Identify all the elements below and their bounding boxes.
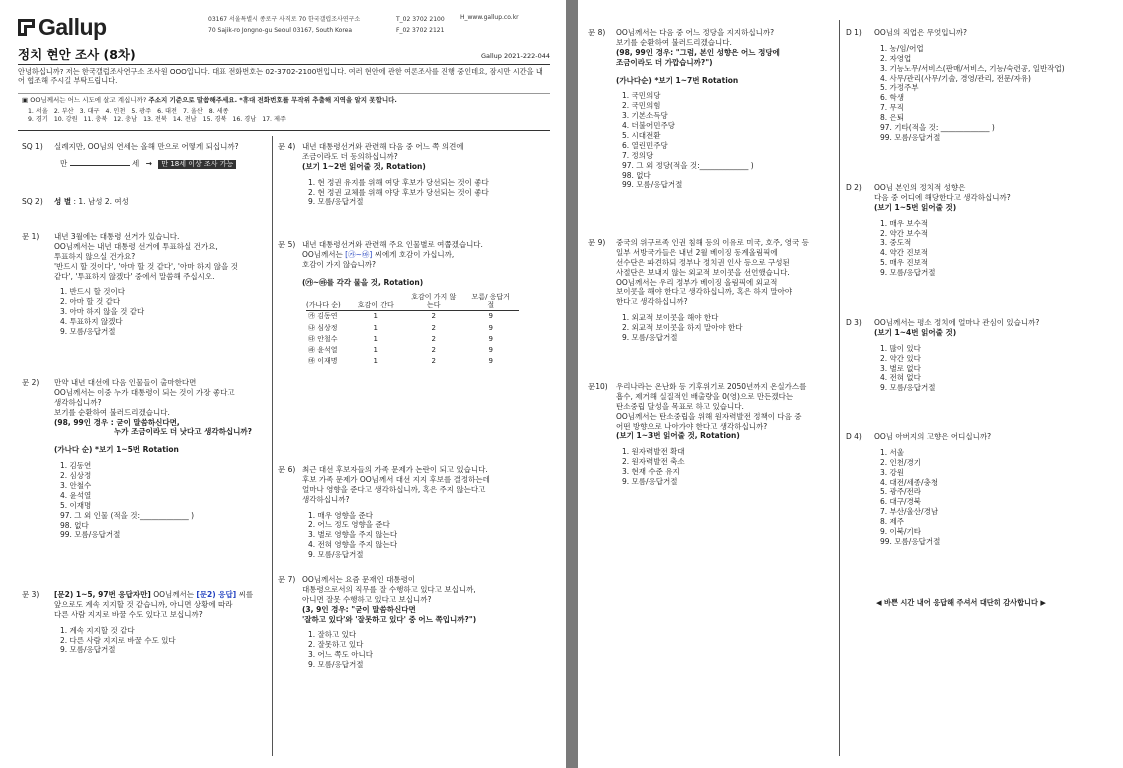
question-text-line: 보이콧을 해야 한다고 생각하십니까, 혹은 하지 말아야 [616,287,793,297]
table-header: 모름/ 응답거절 [463,292,519,311]
question-text-line: 우리나라는 온난화 등 기후위기로 2050년까지 온실가스를 [616,382,807,391]
region-option[interactable]: 15. 경북 [202,115,227,123]
question-text: OO님께서는 평소 정치에 얼마나 관심이 있습니까? [874,318,1040,327]
region-option[interactable]: 1. 서울 [28,107,48,115]
answer-option[interactable]: 7. 부산/울산/경남 [880,507,939,517]
probe-line-1: (3, 9인 경우: "굳이 말씀하신다면 [302,604,416,614]
response-code[interactable]: 9 [488,334,493,343]
question-number: 문10) [588,382,608,391]
answer-option[interactable]: 98. 없다 [60,520,89,530]
question-number: SQ 2) [22,197,43,206]
answer-option[interactable]: 1. 현 정권 유지를 위해 여당 후보가 당선되는 것이 좋다 [308,177,489,187]
question-text-line: 중국의 위구르족 인권 침해 등의 이유로 미국, 호주, 영국 등 [616,238,809,247]
question-text-line: 내년 대통령선거와 관련해 다음 중 어느 쪽 의견에 [302,142,464,151]
region-option[interactable]: 6. 대전 [157,107,177,115]
probe-line-1: (98, 99인 경우: "그럼, 본인 성향은 어느 정당에 [616,47,780,57]
question-text [302,465,546,505]
contact-numbers [396,14,445,37]
answer-option[interactable]: 2. 외교적 보이콧을 하지 말아야 한다 [622,323,743,333]
eligibility-box: 만 18세 이상 조사 가능 [158,160,236,169]
answer-option[interactable]: 1. 많이 있다 [880,343,921,353]
region-option[interactable]: 5. 광주 [131,107,152,115]
response-code[interactable]: 1 [373,334,378,343]
answer-option[interactable]: 5. 광주/전라 [880,487,922,497]
answer-option[interactable]: 3. 기본소득당 [622,111,668,121]
answer-option[interactable]: 2. 약간 보수적 [880,228,929,238]
question-number: 문 3) [22,590,40,599]
question-text-line: 생각하십니까? [54,397,102,407]
answer-option[interactable]: 2. 국민의힘 [622,101,661,111]
answer-option[interactable]: 4. 윤석열 [60,490,92,500]
answer-option[interactable]: 5. 이재명 [60,500,92,510]
answer-option[interactable]: 7. 정의당 [622,150,654,160]
gender-options: 1. 남성 2. 여성 [78,197,129,206]
filter-note: [문2) 1~5, 97번 응답자만] [54,590,151,599]
question-text-a: OO님께서는 [150,590,197,599]
question-text-line: 투표하지 않으실 건가요? [54,251,136,261]
answer-option[interactable]: 9. 모름/응답거절 [880,383,936,393]
address [208,14,360,37]
answer-options [880,344,1118,393]
answer-option[interactable]: 9. 모름/응답거절 [622,477,678,487]
candidate-name: ㉲ 이재명 [308,357,338,366]
answer-options [308,178,546,208]
questionnaire-page-1: Gallup 03167 서울특별시 종로구 사직로 70 한국갤럽조사연구소 70 Sajik-ro Jongno-gu Seoul 03167, South Korea T_02 3702 2100 F_02 3702 2121 H_www.gallup.co.kr 정치 현안 조사 (8차) Gallup 2021-222-044 안녕하십니까? 저는 한국갤럽조사연구소 조사원 OOO입니다. 대표 전화번호는 02-3702-2100번입니다. 여러 현안에 관한 여론조사를 진행 중인데요, 잠시만 시간을 내어 협조해 주시길 부탁드립니다. ▣ OO님께서는 어느 시도에 살고 계십니까? 주소지 기준으로 말씀해주세요. *휴대 전화번호를 무작위 추출해 지역을 알지 못합니다. 1. 서울 2. 부산 3. 대구 4. 인천 5. 광주 6. 대전 7. 울산 8. 세종 9. 경기 10. 강원 11. 충북 12. 충남 13. 전북 14. 전남 15. 경북 16. 경남 17. 제주 SQ 1) 실례지만, OO님의 연세는 올해 만으로 어떻게 되십니까? 만 세 → 만 18세 이상 조사 가능 SQ 2) 성 별 : 1. 남성 2. 여성 문 1) 내년 3월에는 대통령 선거가 있습니다. OO님께서는 내년 대통령 선거에 투표하실 건가요, 투표하지 않으실 건가요? '반드시 할 것이다', '아마 할 것 같다', '아마 하지 않을 것 같다', '투표하지 않겠다' 중에서 말씀해 주십시오. 1. 반드시 할 것이다 2. 아마 할 것 같다 3. 아마 하지 않을 것 같다 4. 투표하지 않겠다 9. 모름/응답거절 문 2) 만약 내년 대선에 다음 인물들이 출마한다면 OO님께서는 이중 누가 대통령이 되는 것이 가장 좋다고 생각하십니까? 보기를 순환하여 불러드리겠습니다. (98, 99인 경우 : 굳이 말씀하신다면, 누가 조금이라도 더 낫다고 생각하십니까? (가나다 순) *보기 1~5번 Rotation 1. 김동연 2. 심상정 3. 안철수 4. 윤석열 5. 이재명 97. 그 외 인물 (적을 것:_____________ ) 98. 없다 99. 모름/응답거절 문 3) [문2) 1~5, 97번 응답자만] OO님께서는 [문2) 응답] 씨를 앞으로도 계속 지지할 것 같습니까, 아니면 상황에 따라 다른 사람 지지로 바꿀 수도 있다고 보십니까? 1. 계속 지지할 것 같다 2. 다른 사람 지지로 바꿀 수도 있다 9. 모름/응답거절 문 4) 내년 대통령선거와 관련해 다음 중 어느 쪽 의견에 조금이라도 더 동의하십니까? (보기 1~2번 읽어줄 것, Rotation) 1. 현 정권 유지를 위해 여당 후보가 당선되는 것이 좋다 2. 현 정권 교체를 위해 야당 후보가 당선되는 것이 좋다 9. 모름/응답거절 문 5) 내년 대통령선거와 관련해 주요 인물별로 여쭙겠습니다. OO님께서는 [㉮~㉲] 씨에게 호감이 가십니까, 호감이 가지 않습니까? (㉮~㉲를 각각 물을 것, Rotation) (가나다 순) 호감이 간다 호감이 가지 않는다 모름/ 응답거절 ㉮ 김동연 1 2 9 ㉯ 심상정 1 2 9 ㉰ 안철수 1 2 9 ㉱ 윤석열 1 2 9 ㉲ 이재명 1 2 9 문 6) 최근 대선 후보자들의 가족 문제가 논란이 되고 있습니다. 후보 가족 문제가 OO님께서 대선 지지 후보를 결정하는데 얼마나 영향을 준다고 생각하십니까, 혹은 주지 않는다고 생각하십니까? 1. 매우 영향을 준다 2. 어느 정도 영향을 준다 3. 별로 영향을 주지 않는다 4. 전혀 영향을 주지 않는다 9. 모름/응답거절 문 7) OO님께서는 요즘 문재인 대통령이 대통령으로서의 직무를 잘 수행하고 있다고 보십니까, 아니면 잘못 수행하고 있다고 보십니까? (3, 9인 경우: "굳이 말씀하신다면 '잘하고 있다'와 '잘못하고 있다' 중 어느 쪽입니까?") 1. 잘하고 있다 2. 잘못하고 있다 3. 어느 쪽도 아니다 9. 모름/응답거절 [0,0,566,768]
question-text-line: 아니면 잘못 수행하고 있다고 보십니까? [302,594,432,604]
question-text-line: 일부 서방국가들은 내년 2월 베이징 동계올림픽에 [616,247,778,257]
answer-option[interactable]: 97. 기타(적을 것: _____________ ) [880,123,995,133]
question-text: 실례지만, OO님의 연세는 올해 만으로 어떻게 되십니까? [54,142,239,151]
intro-text: 안녕하십니까? 저는 한국갤럽조사연구소 조사원 OOO입니다. 대표 전화번호는 02-3702-2100번입니다. 여러 현안에 관한 여론조사를 진행 중인데요, 잠시만 시간을 내어 협조해 주시길 부탁드립니다. [18,67,543,85]
candidate-name: ㉰ 안철수 [308,334,338,343]
answer-option[interactable]: 1. 외교적 보이콧을 해야 한다 [622,313,719,323]
answer-option[interactable]: 9. 모름/응답거절 [622,333,678,343]
question-text-line: OO님께서는 요즘 문재인 대통령이 [302,575,416,584]
answer-options [60,626,276,656]
answer-option[interactable]: 9. 모름/응답거절 [60,327,116,337]
column-divider [839,20,840,756]
rotation-note: (가나다 순) *보기 1~5번 Rotation [54,445,179,455]
question-text [54,600,276,620]
question-text [54,232,272,281]
question-text-line: OO님께서는 내년 대통령 선거에 투표하실 건가요, [54,241,218,251]
question-number: 문 2) [22,378,40,387]
probe-line-2: 조금이라도 더 가깝습니까?") [616,57,713,67]
answer-option[interactable]: 2. 잘못하고 있다 [308,640,364,650]
answer-option[interactable]: 6. 대구/경북 [880,497,922,507]
answer-option[interactable]: 9. 모름/응답거절 [308,197,364,207]
instruction: (㉮~㉲를 각각 물을 것, Rotation) [302,277,424,287]
region-options [28,108,546,125]
question-text: OO님의 직업은 무엇입니까? [874,28,968,37]
gallup-logo [18,12,107,42]
question-number: 문 5) [278,240,296,249]
answer-options [60,461,272,540]
region-option[interactable]: 4. 인천 [105,107,126,115]
answer-option[interactable]: 5. 가정주부 [880,83,919,93]
table-row [306,311,519,323]
question-text-line: 한다고 생각하십니까? [616,297,688,307]
region-row [28,108,546,116]
region-option[interactable]: 11. 충북 [83,115,108,123]
age-prefix: 만 [60,158,68,168]
question-text-line: 앞으로도 계속 지지할 것 같습니까, 아니면 상황에 따라 [54,599,233,609]
letterhead [18,8,550,44]
question-text-line: 다른 사람 지지로 바꿀 수도 있다고 보십니까? [54,609,203,619]
answer-option[interactable]: 1. 원자력발전 확대 [622,447,685,457]
question-number: 문 8) [588,28,606,37]
question-text-line: 탄소중립 달성을 목표로 하고 있습니다. [616,401,744,411]
question-text-line: 최근 대선 후보자들의 가족 문제가 논란이 되고 있습니다. [302,465,488,474]
question-number: 문 6) [278,465,296,474]
answer-option[interactable]: 6. 학생 [880,93,905,103]
piped-candidate: [㉮~㉲] [345,249,373,259]
response-code[interactable]: 2 [431,334,436,343]
answer-option[interactable]: 5. 매우 진보적 [880,258,929,268]
question-text-line-2b: 씨에게 호감이 가십니까, [372,249,455,259]
question-number: 문 9) [588,238,606,247]
question-text [874,183,1118,203]
region-option[interactable]: 3. 대구 [79,107,100,115]
question-text-line-3: 호감이 가지 않습니까? [302,259,376,269]
answer-option[interactable]: 9. 모름/응답거절 [308,660,364,670]
response-code[interactable]: 9 [488,312,493,321]
table-row [306,334,519,345]
favorability-table [306,292,519,368]
question-text-line: 얼마나 영향을 준다고 생각하십니까, 혹은 주지 않는다고 [302,484,486,494]
answer-option[interactable]: 5. 시대전환 [622,131,661,141]
region-option[interactable]: 10. 강원 [53,115,78,123]
question-number: SQ 1) [22,142,43,151]
table-row [306,356,519,367]
question-text-line: 내년 3월에는 대통령 선거가 있습니다. [54,232,180,241]
table-header: 호감이 가지 않는다 [405,292,463,311]
answer-option[interactable]: 1. 농/임/어업 [880,43,924,53]
response-code[interactable]: 2 [431,346,436,355]
address-korean: 03167 서울특별시 종로구 사직로 70 한국갤럽조사연구소 [208,16,361,23]
answer-option[interactable]: 2. 원자력발전 축소 [622,457,685,467]
age-suffix: 세 [132,158,140,168]
answer-option[interactable]: 4. 더불어민주당 [622,121,676,131]
answer-options [622,313,838,343]
answer-option[interactable]: 3. 강원 [880,467,905,477]
question-text-line: 같다', '투표하지 않겠다' 중에서 말씀해 주십시오. [54,271,215,281]
question-text: OO님 아버지의 고향은 어디십니까? [874,432,992,441]
question-number: D 4) [846,432,862,441]
answer-option[interactable]: 1. 매우 영향을 준다 [308,510,374,520]
answer-option[interactable]: 4. 약간 진보적 [880,248,929,258]
response-code[interactable]: 9 [488,323,493,332]
question-text [616,382,838,431]
rotation-note: (가나다순) *보기 1~7번 Rotation [616,75,739,85]
response-code[interactable]: 1 [373,357,378,366]
response-code[interactable]: 2 [431,357,436,366]
question-number: 문 4) [278,142,296,151]
response-code[interactable]: 2 [431,312,436,321]
region-option[interactable]: 7. 울산 [182,107,203,115]
answer-option[interactable]: 6. 열린민주당 [622,140,668,150]
instruction: (보기 1~2번 읽어줄 것, Rotation) [302,161,426,171]
answer-option[interactable]: 4. 전혀 영향을 주지 않는다 [308,540,398,550]
region-option[interactable]: 14. 전남 [172,115,197,123]
region-option[interactable]: 8. 세종 [208,107,229,115]
answer-option[interactable]: 3. 아마 하지 않을 것 같다 [60,307,145,317]
region-option[interactable]: 12. 충남 [113,115,138,123]
answer-option[interactable]: 1. 계속 지지할 것 같다 [60,625,135,635]
instruction: (보기 1~4번 읽어줄 것) [874,327,957,337]
question-text-line: 다음 중 어디에 해당한다고 생각하십니까? [874,192,1011,202]
question-number: 문 7) [278,575,296,584]
age-input-line [70,165,130,166]
answer-options [880,219,1118,278]
question-text [616,238,838,307]
answer-options [880,44,1118,143]
answer-options [60,287,272,336]
survey-code: Gallup 2021-222-044 [481,52,550,60]
answer-option[interactable]: 4. 투표하지 않겠다 [60,317,123,327]
candidate-name: ㉱ 윤석열 [308,346,338,355]
response-code[interactable]: 1 [373,312,378,321]
question-text-line: 흡수, 제거해 실질적인 배출량을 0(영)으로 만든겠다는 [616,391,794,401]
table-row [306,323,519,334]
answer-option[interactable]: 3. 어느 쪽도 아니다 [308,650,374,660]
instruction: (보기 1~3번 읽어줄 것, Rotation) [616,431,740,441]
answer-option[interactable]: 2. 다른 사람 지지로 바꿀 수도 있다 [60,635,176,645]
question-text-line: 어떤 방향으로 나아가야 한다고 생각하십니까? [616,421,768,431]
fax: F_02 3702 2121 [396,27,445,35]
region-option[interactable]: 9. 경기 [28,115,48,123]
answer-option[interactable]: 3. 중도적 [880,238,912,248]
answer-option[interactable]: 99. 모름/응답거절 [60,530,121,540]
question-text-line: 생각하십니까? [302,494,350,504]
question-text-line-1: 내년 대통령선거와 관련해 주요 인물별로 여쭙겠습니다. [302,240,483,249]
answer-option[interactable]: 1. 서울 [880,447,905,457]
piped-answer: [문2) 응답] [196,590,237,599]
question-text-line: 대통령으로서의 직무를 잘 수행하고 있다고 보십니까, [302,584,476,594]
arrow-icon: → [145,158,152,168]
probe-line-2: 누가 조금이라도 더 낫다고 생각하십니까? [114,427,252,437]
question-text-line: 조금이라도 더 동의하십니까? [302,151,398,161]
table-row [306,345,519,356]
answer-option[interactable]: 1. 국민의당 [622,91,661,101]
answer-option[interactable]: 9. 모름/응답거절 [308,550,364,560]
candidate-name: ㉯ 심상정 [308,323,338,332]
response-code[interactable]: 1 [373,346,378,355]
table-header: 호감이 간다 [347,292,405,311]
answer-options [622,447,838,487]
logo-text: Gallup [38,14,107,40]
question-text-line: 선수단은 파견하되 정부나 정치권 인사 등으로 구성된 [616,257,790,267]
answer-option[interactable]: 99. 모름/응답거절 [880,132,941,142]
candidate-name: ㉮ 김동연 [308,312,338,321]
address-english: 70 Sajik-ro Jongno-gu Seoul 03167, South Korea [208,27,353,35]
answer-option[interactable]: 1. 반드시 할 것이다 [60,287,126,297]
response-code[interactable]: 1 [373,323,378,332]
question-number: 문 1) [22,232,40,241]
gallup-logo-icon [18,19,35,36]
answer-option[interactable]: 97. 그 외 정당(적을 것:_____________ ) [622,160,754,170]
response-code[interactable]: 9 [488,346,493,355]
gender-label: 성 별 [54,197,72,206]
answer-option[interactable]: 8. 제주 [880,517,905,527]
answer-option[interactable]: 1. 김동연 [60,461,92,471]
answer-option[interactable]: 3. 안철수 [60,481,92,491]
question-text-line: OO님 본인의 정치적 성향은 [874,183,966,192]
page-title: 정치 현안 조사 (8차) [18,47,136,62]
question-text-line: OO님께서는 이중 누가 대통령이 되는 것이 가장 좋다고 [54,387,235,397]
question-text-line: OO님께서는 다음 중 어느 정당을 지지하십니까? [616,28,775,37]
answer-option[interactable]: 1. 잘하고 있다 [308,630,357,640]
answer-option[interactable]: 2. 심상정 [60,471,92,481]
telephone: T_02 3702 2100 [396,16,445,23]
question-text-line: 후보 가족 문제가 OO님께서 대선 지지 후보를 결정하는데 [302,474,490,484]
answer-options [308,630,546,670]
answer-option[interactable]: 2. 약간 있다 [880,353,921,363]
answer-option[interactable]: 3. 별로 없다 [880,363,921,373]
question-text-line: OO님께서는 우리 정부가 베이징 올림픽에 외교적 [616,277,778,287]
question-text-b: 씨를 [236,590,254,599]
answer-option[interactable]: 2. 자영업 [880,53,912,63]
answer-option[interactable]: 3. 별로 영향을 주지 않는다 [308,530,398,540]
answer-option[interactable]: 7. 무직 [880,103,905,113]
website: H_www.gallup.co.kr [460,14,519,21]
answer-options [308,511,546,560]
question-number: D 2) [846,183,862,192]
answer-option[interactable]: 4. 대전/세종/충청 [880,477,939,487]
answer-option[interactable]: 97. 그 외 인물 (적을 것:_____________ ) [60,510,195,520]
answer-option[interactable]: 9. 모름/응답거절 [880,268,936,278]
response-code[interactable]: 2 [431,323,436,332]
table-header: (가나다 순) [306,292,347,311]
question-text-line-2: OO님께서는 [302,249,346,259]
region-option[interactable]: 17. 제주 [262,115,286,123]
answer-option[interactable]: 4. 사무/관리(사무/기술, 경영/관리, 전문/자유) [880,73,1031,83]
column-divider [272,136,273,756]
question-text-line: 만약 내년 대선에 다음 인물들이 출마한다면 [54,378,197,387]
question-number: D 3) [846,318,862,327]
answer-options [622,91,836,190]
question-text [302,575,546,605]
questionnaire-page-2 [578,0,1123,768]
answer-options [880,448,1118,547]
region-row [28,116,546,124]
probe-line-2: '잘하고 있다'와 '잘못하고 있다' 중 어느 쪽입니까?") [302,614,477,624]
instruction: (보기 1~5번 읽어줄 것) [874,202,957,212]
question-text-line: 보기를 순환하여 불러드리겠습니다. [54,407,170,417]
region-option[interactable]: 13. 전북 [143,115,167,123]
region-option[interactable]: 16. 경남 [232,115,257,123]
answer-option[interactable]: 8. 은퇴 [880,113,905,123]
question-text-line: 보기를 순환하여 불러드리겠습니다. [616,37,732,47]
question-text-line: 사절단은 보내지 않는 외교적 보이콧을 선언했습니다. [616,267,790,277]
question-text-line: OO님께서는 탄소중립을 위해 원자력발전 정책이 다음 중 [616,411,802,421]
answer-option[interactable]: 2. 인천/경기 [880,457,922,467]
question-number: D 1) [846,28,862,37]
answer-option[interactable]: 99. 모름/응답거절 [622,180,683,190]
question-text [302,142,546,162]
answer-option[interactable]: 98. 없다 [622,170,651,180]
answer-option[interactable]: 1. 매우 보수적 [880,218,929,228]
answer-option[interactable]: 2. 어느 정도 영향을 준다 [308,520,390,530]
probe-line-1: (98, 99인 경우 : 굳이 말씀하신다면, [54,417,180,427]
question-text [54,378,272,418]
answer-option[interactable]: 4. 전혀 없다 [880,373,921,383]
thank-you-message: ◀ 바쁜 시간 내어 응답해 주셔서 대단히 감사합니다 ▶ [876,598,1046,607]
region-question [18,93,550,131]
answer-option[interactable]: 9. 모름/응답거절 [60,645,116,655]
answer-option[interactable]: 9. 이북/기타 [880,527,922,537]
region-question-text: ▣ OO님께서는 어느 시도에 살고 계십니까? [22,96,147,104]
region-question-note: 주소지 기준으로 말씀해주세요. *휴대 전화번호를 무작위 추출해 지역을 알지 못합니다. [148,96,397,104]
region-option[interactable]: 2. 부산 [53,107,74,115]
question-text [616,28,836,48]
answer-option[interactable]: 2. 현 정권 교체를 위해 야당 후보가 당선되는 것이 좋다 [308,187,489,197]
question-text-line: '반드시 할 것이다', '아마 할 것 같다', '아마 하지 않을 것 [54,261,238,271]
answer-option[interactable]: 99. 모름/응답거절 [880,536,941,546]
title-bar [18,46,550,65]
answer-option[interactable]: 3. 현재 수준 유지 [622,467,680,477]
response-code[interactable]: 9 [488,357,493,366]
answer-option[interactable]: 2. 아마 할 것 같다 [60,297,121,307]
answer-option[interactable]: 3. 기능노무/서비스(판매/서비스, 기능/숙련공, 일반작업) [880,63,1065,73]
